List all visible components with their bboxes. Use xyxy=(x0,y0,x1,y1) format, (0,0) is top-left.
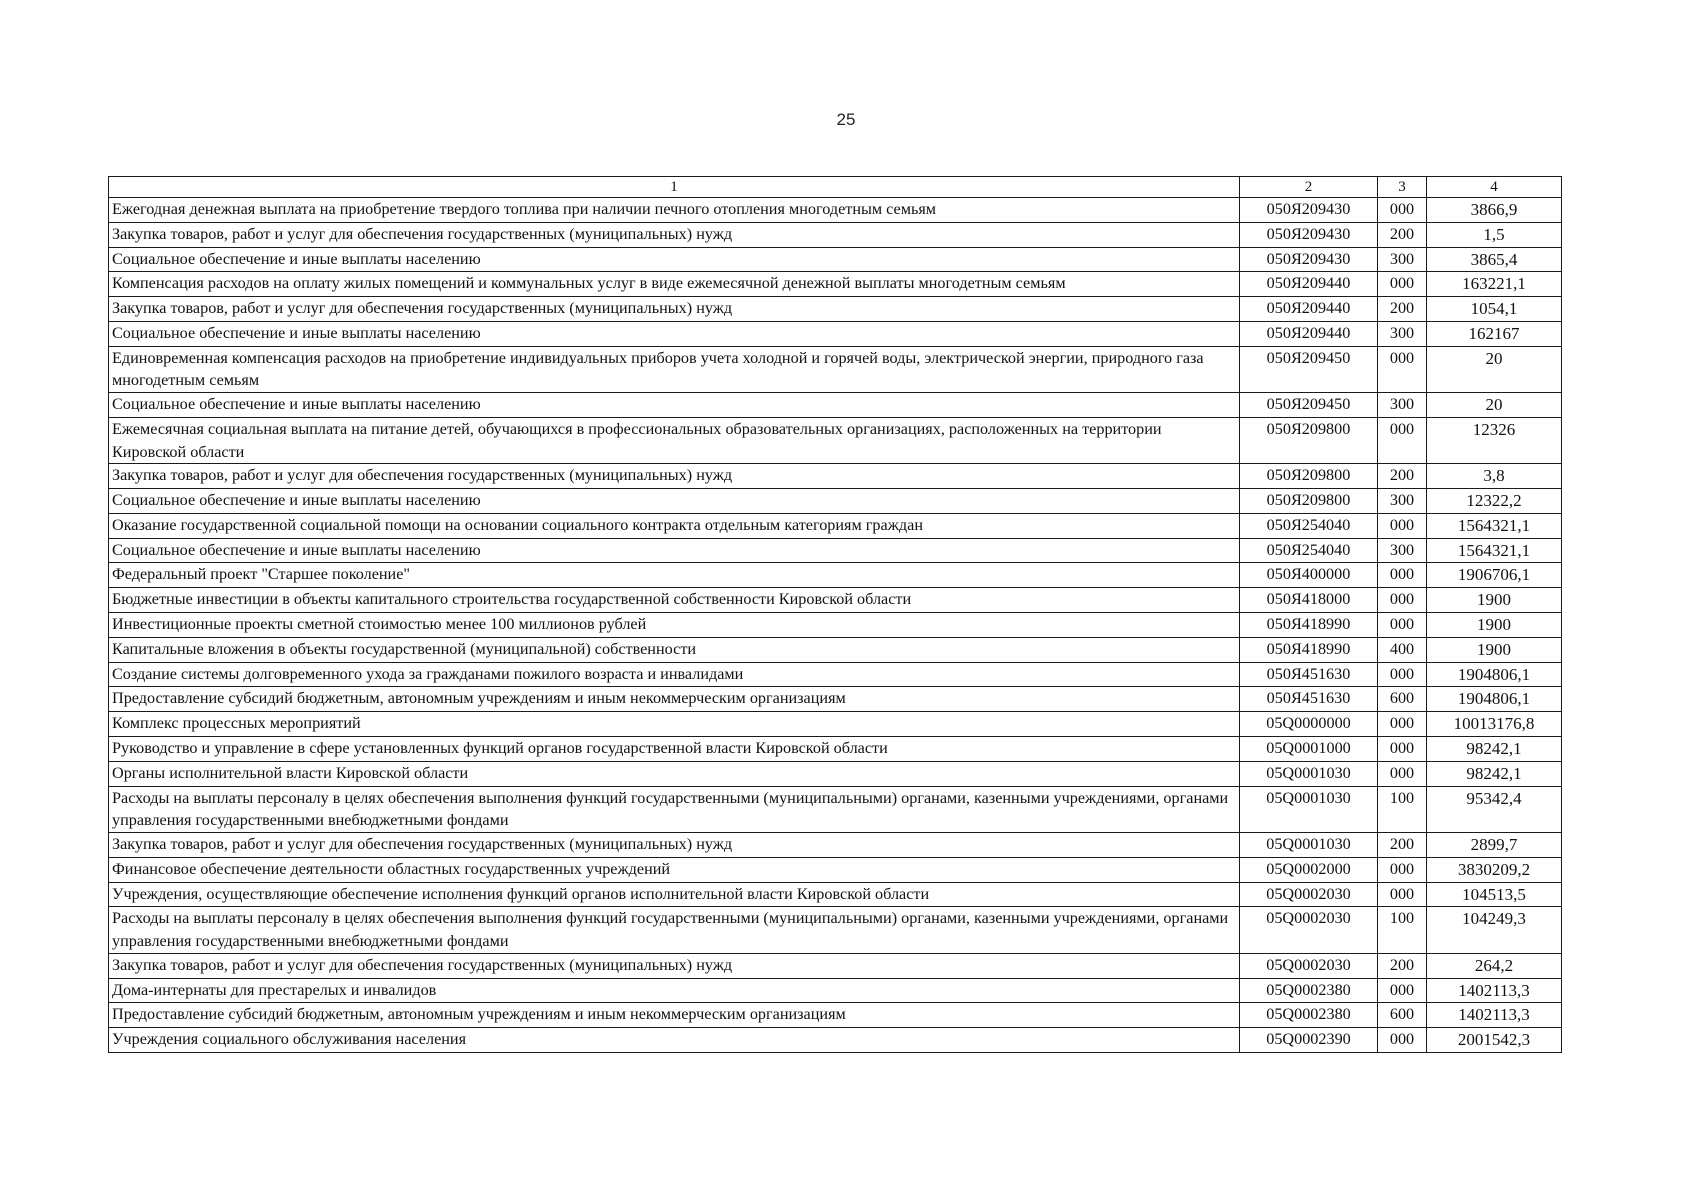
table-row xyxy=(109,346,1562,392)
row-name-cell: Единовременная компенсация расходов на приобретение индивидуальных приборов учета холодной и горячей воды, электрической энергии, природного газа многодетным семьям xyxy=(109,346,1240,392)
table-row xyxy=(109,321,1562,346)
row-code-cell: 050Я451630 xyxy=(1240,687,1378,712)
row-code-cell: 05Q0002390 xyxy=(1240,1028,1378,1053)
row-type-cell: 600 xyxy=(1378,687,1427,712)
row-code-cell: 05Q0002000 xyxy=(1240,857,1378,882)
row-code-cell: 050Я400000 xyxy=(1240,563,1378,588)
row-sum-cell: 1904806,1 xyxy=(1427,687,1562,712)
row-code-cell: 050Я209430 xyxy=(1240,247,1378,272)
row-sum-cell: 264,2 xyxy=(1427,953,1562,978)
row-code-cell: 050Я209450 xyxy=(1240,346,1378,392)
row-code-cell: 050Я418000 xyxy=(1240,588,1378,613)
row-name-cell: Предоставление субсидий бюджетным, автономным учреждениям и иным некоммерческим организациям xyxy=(109,687,1240,712)
table-row xyxy=(109,613,1562,638)
row-code-cell: 050Я254040 xyxy=(1240,513,1378,538)
row-name-cell: Закупка товаров, работ и услуг для обеспечения государственных (муниципальных) нужд xyxy=(109,464,1240,489)
row-type-cell: 100 xyxy=(1378,907,1427,953)
row-name-cell: Ежегодная денежная выплата на приобретение твердого топлива при наличии печного отопления многодетным семьям xyxy=(109,198,1240,223)
row-code-cell: 050Я209430 xyxy=(1240,198,1378,223)
row-type-cell: 000 xyxy=(1378,198,1427,223)
row-code-cell: 050Я418990 xyxy=(1240,613,1378,638)
row-type-cell: 000 xyxy=(1378,978,1427,1003)
row-sum-cell: 1906706,1 xyxy=(1427,563,1562,588)
row-name-cell: Капитальные вложения в объекты государственной (муниципальной) собственности xyxy=(109,637,1240,662)
table-row xyxy=(109,538,1562,563)
table-row xyxy=(109,563,1562,588)
row-code-cell: 050Я209430 xyxy=(1240,222,1378,247)
row-code-cell: 05Q0002380 xyxy=(1240,1003,1378,1028)
row-code-cell: 050Я451630 xyxy=(1240,662,1378,687)
row-code-cell: 05Q0002380 xyxy=(1240,978,1378,1003)
row-sum-cell: 1900 xyxy=(1427,588,1562,613)
row-type-cell: 300 xyxy=(1378,489,1427,514)
row-sum-cell: 163221,1 xyxy=(1427,272,1562,297)
row-type-cell: 100 xyxy=(1378,786,1427,832)
row-code-cell: 050Я209800 xyxy=(1240,464,1378,489)
table-row xyxy=(109,588,1562,613)
table-row xyxy=(109,662,1562,687)
row-name-cell: Учреждения социального обслуживания населения xyxy=(109,1028,1240,1053)
table-row xyxy=(109,953,1562,978)
row-name-cell: Создание системы долговременного ухода за гражданами пожилого возраста и инвалидами xyxy=(109,662,1240,687)
row-name-cell: Закупка товаров, работ и услуг для обеспечения государственных (муниципальных) нужд xyxy=(109,222,1240,247)
table-row xyxy=(109,857,1562,882)
column-header-code: 2 xyxy=(1240,177,1378,198)
row-code-cell: 05Q0001030 xyxy=(1240,761,1378,786)
row-sum-cell: 95342,4 xyxy=(1427,786,1562,832)
row-type-cell: 000 xyxy=(1378,588,1427,613)
row-name-cell: Бюджетные инвестиции в объекты капитального строительства государственной собственности Кировской области xyxy=(109,588,1240,613)
budget-table xyxy=(108,176,1562,1053)
table-row xyxy=(109,882,1562,907)
row-sum-cell: 3,8 xyxy=(1427,464,1562,489)
row-name-cell: Социальное обеспечение и иные выплаты населению xyxy=(109,247,1240,272)
row-name-cell: Федеральный проект "Старшее поколение" xyxy=(109,563,1240,588)
row-code-cell: 050Я418990 xyxy=(1240,637,1378,662)
table-row xyxy=(109,198,1562,223)
row-name-cell: Комплекс процессных мероприятий xyxy=(109,712,1240,737)
table-row xyxy=(109,978,1562,1003)
row-code-cell: 050Я209450 xyxy=(1240,393,1378,418)
row-sum-cell: 1054,1 xyxy=(1427,297,1562,322)
row-sum-cell: 10013176,8 xyxy=(1427,712,1562,737)
row-type-cell: 400 xyxy=(1378,637,1427,662)
row-name-cell: Социальное обеспечение и иные выплаты населению xyxy=(109,393,1240,418)
row-type-cell: 000 xyxy=(1378,513,1427,538)
table-row xyxy=(109,786,1562,832)
row-sum-cell: 12326 xyxy=(1427,417,1562,463)
row-name-cell: Социальное обеспечение и иные выплаты населению xyxy=(109,321,1240,346)
row-sum-cell: 1900 xyxy=(1427,637,1562,662)
table-row xyxy=(109,1003,1562,1028)
row-name-cell: Закупка товаров, работ и услуг для обеспечения государственных (муниципальных) нужд xyxy=(109,297,1240,322)
row-code-cell: 05Q0002030 xyxy=(1240,953,1378,978)
row-type-cell: 200 xyxy=(1378,222,1427,247)
row-code-cell: 05Q0002030 xyxy=(1240,907,1378,953)
row-name-cell: Предоставление субсидий бюджетным, автономным учреждениям и иным некоммерческим организациям xyxy=(109,1003,1240,1028)
row-name-cell: Расходы на выплаты персоналу в целях обеспечения выполнения функций государственными (муниципальными) органами, казенными учреждениями, органами управления государственными внебюджетными фондами xyxy=(109,907,1240,953)
row-type-cell: 300 xyxy=(1378,321,1427,346)
row-type-cell: 000 xyxy=(1378,737,1427,762)
row-type-cell: 200 xyxy=(1378,832,1427,857)
row-sum-cell: 3866,9 xyxy=(1427,198,1562,223)
row-sum-cell: 1,5 xyxy=(1427,222,1562,247)
column-header-sum: 4 xyxy=(1427,177,1562,198)
row-sum-cell: 98242,1 xyxy=(1427,761,1562,786)
row-code-cell: 050Я209800 xyxy=(1240,489,1378,514)
row-name-cell: Закупка товаров, работ и услуг для обеспечения государственных (муниципальных) нужд xyxy=(109,953,1240,978)
table-row xyxy=(109,393,1562,418)
row-sum-cell: 104513,5 xyxy=(1427,882,1562,907)
row-name-cell: Учреждения, осуществляющие обеспечение исполнения функций органов исполнительной власти Кировской области xyxy=(109,882,1240,907)
table-row xyxy=(109,222,1562,247)
table-row xyxy=(109,1028,1562,1053)
table-header-row xyxy=(109,177,1562,198)
row-type-cell: 300 xyxy=(1378,393,1427,418)
row-name-cell: Финансовое обеспечение деятельности областных государственных учреждений xyxy=(109,857,1240,882)
row-name-cell: Социальное обеспечение и иные выплаты населению xyxy=(109,538,1240,563)
table-row xyxy=(109,737,1562,762)
table-row xyxy=(109,247,1562,272)
row-type-cell: 000 xyxy=(1378,272,1427,297)
table-row xyxy=(109,832,1562,857)
row-sum-cell: 1402113,3 xyxy=(1427,978,1562,1003)
row-name-cell: Закупка товаров, работ и услуг для обеспечения государственных (муниципальных) нужд xyxy=(109,832,1240,857)
row-code-cell: 05Q0001030 xyxy=(1240,786,1378,832)
table-row xyxy=(109,272,1562,297)
row-code-cell: 05Q0000000 xyxy=(1240,712,1378,737)
row-name-cell: Дома-интернаты для престарелых и инвалидов xyxy=(109,978,1240,1003)
row-code-cell: 050Я209440 xyxy=(1240,272,1378,297)
row-code-cell: 05Q0001000 xyxy=(1240,737,1378,762)
row-sum-cell: 20 xyxy=(1427,346,1562,392)
row-code-cell: 050Я209440 xyxy=(1240,297,1378,322)
row-type-cell: 000 xyxy=(1378,857,1427,882)
table-row xyxy=(109,761,1562,786)
page-number: 25 xyxy=(836,110,856,129)
row-type-cell: 000 xyxy=(1378,346,1427,392)
row-type-cell: 600 xyxy=(1378,1003,1427,1028)
table-row xyxy=(109,687,1562,712)
row-name-cell: Ежемесячная социальная выплата на питание детей, обучающихся в профессиональных образовательных организациях, расположенных на территории Кировской области xyxy=(109,417,1240,463)
table-row xyxy=(109,513,1562,538)
row-code-cell: 05Q0001030 xyxy=(1240,832,1378,857)
row-sum-cell: 2001542,3 xyxy=(1427,1028,1562,1053)
row-type-cell: 300 xyxy=(1378,538,1427,563)
row-name-cell: Инвестиционные проекты сметной стоимостью менее 100 миллионов рублей xyxy=(109,613,1240,638)
row-type-cell: 000 xyxy=(1378,712,1427,737)
row-sum-cell: 162167 xyxy=(1427,321,1562,346)
row-type-cell: 200 xyxy=(1378,953,1427,978)
row-sum-cell: 1900 xyxy=(1427,613,1562,638)
row-type-cell: 000 xyxy=(1378,613,1427,638)
row-type-cell: 000 xyxy=(1378,563,1427,588)
row-sum-cell: 12322,2 xyxy=(1427,489,1562,514)
row-sum-cell: 3830209,2 xyxy=(1427,857,1562,882)
row-type-cell: 200 xyxy=(1378,297,1427,322)
row-name-cell: Социальное обеспечение и иные выплаты населению xyxy=(109,489,1240,514)
row-code-cell: 05Q0002030 xyxy=(1240,882,1378,907)
row-type-cell: 200 xyxy=(1378,464,1427,489)
table-row xyxy=(109,712,1562,737)
row-name-cell: Компенсация расходов на оплату жилых помещений и коммунальных услуг в виде ежемесячной денежной выплаты многодетным семьям xyxy=(109,272,1240,297)
column-header-name: 1 xyxy=(109,177,1240,198)
row-sum-cell: 1904806,1 xyxy=(1427,662,1562,687)
row-code-cell: 050Я209440 xyxy=(1240,321,1378,346)
row-type-cell: 000 xyxy=(1378,1028,1427,1053)
row-name-cell: Оказание государственной социальной помощи на основании социального контракта отдельным категориям граждан xyxy=(109,513,1240,538)
column-header-type: 3 xyxy=(1378,177,1427,198)
row-type-cell: 300 xyxy=(1378,247,1427,272)
row-type-cell: 000 xyxy=(1378,662,1427,687)
row-type-cell: 000 xyxy=(1378,417,1427,463)
row-sum-cell: 1402113,3 xyxy=(1427,1003,1562,1028)
row-sum-cell: 3865,4 xyxy=(1427,247,1562,272)
row-type-cell: 000 xyxy=(1378,761,1427,786)
table-row xyxy=(109,637,1562,662)
table-row xyxy=(109,489,1562,514)
row-sum-cell: 1564321,1 xyxy=(1427,538,1562,563)
table-row xyxy=(109,907,1562,953)
row-sum-cell: 20 xyxy=(1427,393,1562,418)
row-sum-cell: 98242,1 xyxy=(1427,737,1562,762)
row-type-cell: 000 xyxy=(1378,882,1427,907)
table-row xyxy=(109,417,1562,463)
table-row xyxy=(109,464,1562,489)
row-sum-cell: 1564321,1 xyxy=(1427,513,1562,538)
row-name-cell: Расходы на выплаты персоналу в целях обеспечения выполнения функций государственными (муниципальными) органами, казенными учреждениями, органами управления государственными внебюджетными фондами xyxy=(109,786,1240,832)
table-body xyxy=(109,198,1562,1053)
row-name-cell: Руководство и управление в сфере установленных функций органов государственной власти Кировской области xyxy=(109,737,1240,762)
table-row xyxy=(109,297,1562,322)
row-name-cell: Органы исполнительной власти Кировской области xyxy=(109,761,1240,786)
row-sum-cell: 2899,7 xyxy=(1427,832,1562,857)
row-code-cell: 050Я254040 xyxy=(1240,538,1378,563)
row-code-cell: 050Я209800 xyxy=(1240,417,1378,463)
row-sum-cell: 104249,3 xyxy=(1427,907,1562,953)
